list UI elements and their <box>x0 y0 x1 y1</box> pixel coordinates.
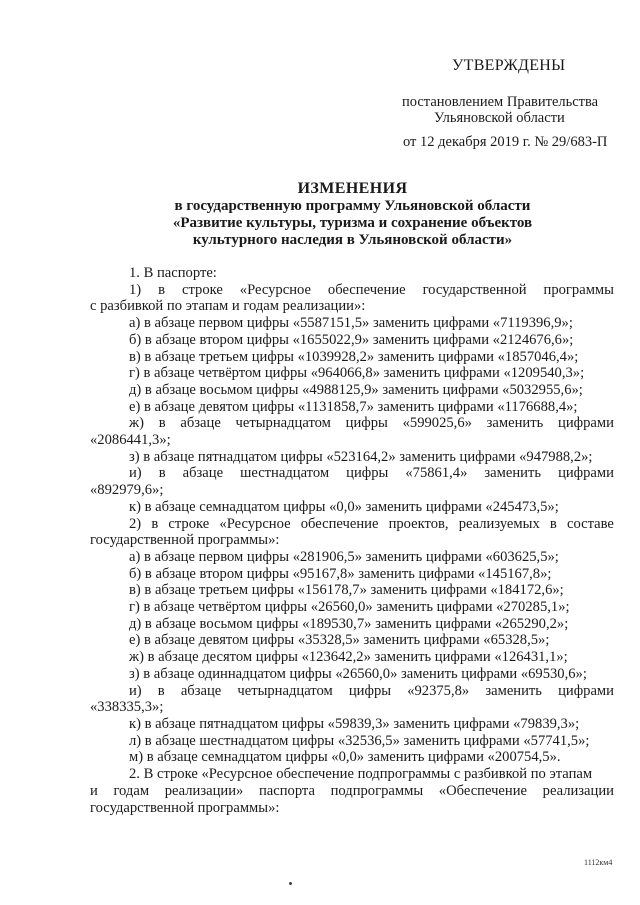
word: «75861,4» <box>405 465 468 482</box>
word: составе <box>566 515 614 532</box>
document-subtitle-line-2: «Развитие культуры, туризма и сохранение объектов <box>172 215 533 231</box>
list-item-i-line-2: «892979,6»; <box>90 482 164 499</box>
document-subtitle-line-3: культурного наследия в Ульяновской области» <box>192 232 513 248</box>
word: абзаце <box>180 415 221 432</box>
list-item: б) в абзаце втором цифры «95167,8» заменить цифрами «145167,8»; <box>129 565 552 582</box>
word: проектов, <box>388 515 449 532</box>
word: программы <box>543 281 614 298</box>
word: цифры <box>346 465 389 482</box>
word: в <box>158 281 166 298</box>
section-2-line-3: государственной программы»: <box>90 799 280 816</box>
word: реализации <box>542 782 614 799</box>
word: реализации» <box>164 782 244 799</box>
word: ж) <box>129 415 144 432</box>
section-2-line-2 <box>90 783 614 800</box>
word: в <box>158 415 166 432</box>
word: цифры <box>345 415 388 432</box>
word: в <box>157 682 165 699</box>
word: в <box>151 515 159 532</box>
amendments-list-1 <box>90 315 614 415</box>
word: в <box>549 515 557 532</box>
section-2-line-1: 2. В строке «Ресурсное обеспечение подпрограммы с разбивкой по этапам <box>129 766 593 783</box>
list-item: д) в абзаце восьмом цифры «4988125,9» заменить цифрами «5032955,6»; <box>129 381 583 398</box>
paragraph-1-line-1 <box>90 282 614 299</box>
word: «599025,6» <box>402 415 472 432</box>
word: «Обеспечение <box>438 782 528 799</box>
word: и) <box>129 682 142 699</box>
paragraph-1-line-2: с разбивкой по этапам и годам реализации»: <box>90 298 366 315</box>
list-item: д) в абзаце восьмом цифры «189530,7» заменить цифрами «265290,2»; <box>129 615 569 632</box>
list-item: м) в абзаце семнадцатом цифры «0,0» заменить цифрами «200754,5». <box>129 749 561 766</box>
list-item: е) в абзаце девятом цифры «1131858,7» заменить цифрами «1176688,4»; <box>129 398 578 415</box>
list-item: г) в абзаце четвёртом цифры «26560,0» заменить цифрами «270285,1»; <box>129 599 570 616</box>
word: подпрограммы <box>330 782 424 799</box>
list-item-i-line-1 <box>90 465 614 482</box>
document-title: ИЗМЕНЕНИЯ <box>297 180 408 197</box>
document-body <box>90 265 614 816</box>
word: паспорта <box>258 782 315 799</box>
approval-authority: постановлением Правительства <box>402 94 599 110</box>
word: и) <box>129 465 142 482</box>
word: заменить <box>484 465 542 482</box>
word: заменить <box>486 415 544 432</box>
approval-date: от 12 декабря 2019 г. № 29/683-П <box>403 134 608 150</box>
word: цифрами <box>558 415 614 432</box>
word: абзаце <box>182 465 224 482</box>
word: годам <box>113 782 150 799</box>
list-item: б) в абзаце втором цифры «1655022,9» заменить цифрами «2124676,6»; <box>129 331 574 348</box>
word: 2) <box>129 515 142 532</box>
document-code: 1112км4 <box>584 858 613 867</box>
word: государственной <box>422 281 527 298</box>
list-item-i2-line-2: «338335,3»; <box>90 699 164 716</box>
document-subtitle-line-1: в государственную программу Ульяновской области <box>174 198 531 214</box>
list-item: в) в абзаце третьем цифры «1039928,2» заменить цифрами «1857046,4»; <box>129 348 579 365</box>
paragraph-2-line-2: государственной программы»: <box>90 532 280 549</box>
list-item: ж) в абзаце десятом цифры «123642,2» заменить цифрами «126431,1»; <box>129 649 568 666</box>
list-item: а) в абзаце первом цифры «5587151,5» заменить цифрами «7119396,9»; <box>129 315 573 332</box>
approval-region: Ульяновской области <box>434 110 565 126</box>
list-item-k: к) в абзаце семнадцатом цифры «0,0» заменить цифрами «245473,5»; <box>129 498 559 515</box>
word: «92375,8» <box>407 682 470 699</box>
list-item: а) в абзаце первом цифры «281906,5» заменить цифрами «603625,5»; <box>129 548 559 565</box>
list-item-zh-line-2: «2086441,3»; <box>90 432 171 449</box>
word: строке <box>168 515 210 532</box>
word: 1) <box>129 281 142 298</box>
word: строке <box>181 281 223 298</box>
word: цифры <box>348 682 392 699</box>
word: цифрами <box>558 465 614 482</box>
approved-heading: УТВЕРЖДЕНЫ <box>452 57 566 74</box>
list-item: з) в абзаце одиннадцатом цифры «26560,0» заменить цифрами «69530,6»; <box>129 665 587 682</box>
word: и <box>90 782 98 799</box>
word: «Ресурсное <box>239 281 311 298</box>
page-mark <box>289 882 292 885</box>
section-1-heading: 1. В паспорте: <box>129 265 217 281</box>
word: обеспечение <box>327 281 406 298</box>
word: цифрами <box>558 682 614 699</box>
paragraph-2-line-1 <box>90 516 614 533</box>
word: обеспечение <box>300 515 379 532</box>
list-item: л) в абзаце шестнадцатом цифры «32536,5» заменить цифрами «57741,5»; <box>129 732 590 749</box>
amendments-list-2 <box>90 549 614 683</box>
word: «Ресурсное <box>219 515 291 532</box>
word: шестнадцатом <box>240 465 330 482</box>
list-item: г) в абзаце четвёртом цифры «964066,8» заменить цифрами «1209540,3»; <box>129 365 585 382</box>
list-item-zh-line-1 <box>90 415 614 432</box>
list-item: к) в абзаце пятнадцатом цифры «59839,3» заменить цифрами «79839,3»; <box>129 715 580 732</box>
word: реализуемых <box>458 515 540 532</box>
word: абзаце <box>180 682 222 699</box>
amendments-list-3 <box>90 716 614 766</box>
word: четырнадцатом <box>235 415 331 432</box>
word: заменить <box>485 682 542 699</box>
word: в <box>158 465 166 482</box>
word: четырнадцатом <box>237 682 333 699</box>
list-item-i2-line-1 <box>90 683 614 700</box>
list-item: е) в абзаце девятом цифры «35328,5» заменить цифрами «65328,5»; <box>129 632 550 649</box>
list-item-z: з) в абзаце пятнадцатом цифры «523164,2» заменить цифрами «947988,2»; <box>129 448 593 465</box>
list-item: в) в абзаце третьем цифры «156178,7» заменить цифрами «184172,6»; <box>129 582 564 599</box>
